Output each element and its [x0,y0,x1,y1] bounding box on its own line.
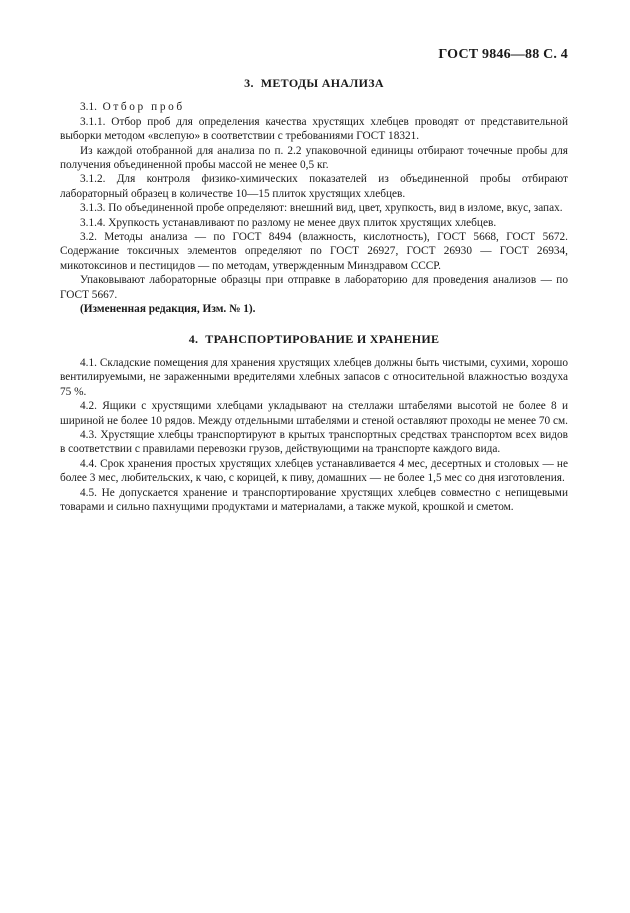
clause-4-5: 4.5. Не допускается хранение и транспортирование хрустящих хлебцев совместно с непищевыми товарами и сильно пахнущими продуктами и материалами, а также мукой, крошкой и сметом. [60,486,568,513]
amendment-note: (Измененная редакция, Изм. № 1). [80,303,256,316]
section-3-number: 3. [244,76,254,90]
clause-4-1: 4.1. Складские помещения для хранения хрустящих хлебцев должны быть чистыми, сухими, хорошо вентилируемыми, не зараженными вредителями хлебных запасов с относительной влажностью воздуха 75 %. [60,356,568,398]
clause-3-1-number: 3.1. [80,101,97,114]
section-4-heading [60,332,568,346]
clause-3-1-1-continued: Из каждой отобранной для анализа по п. 2.2 упаковочной единицы отбирают точечные пробы для получения объединенной пробы массой не менее 0,5 кг. [60,144,568,172]
section-4-number: 4. [188,331,199,346]
clause-3-1-4: 3.1.4. Хрупкость устанавливают по разлому не менее двух плиток хрустящих хлебцев. [80,216,497,229]
section-gap [60,317,568,332]
clause-4-3: 4.3. Хрустящие хлебцы транспортируют в крытых транспортных средствах транспортом всех видов в соответствии с правилами перевозки грузов, действующими на транспорте каждого вида. [60,428,568,456]
clause-3-1 [60,100,568,114]
page-header: ГОСТ 9846—88 С. 4 [438,47,568,62]
clause-3-2-continued: Упаковывают лабораторные образцы при отправке в лабораторию для проведения анализов — по ГОСТ 5667. [60,274,568,301]
clause-3-1-1: 3.1.1. Отбор проб для определения качества хрустящих хлебцев проводят от представительной выборки методом «вслепую» в соответствии с требованиями ГОСТ 18321. [60,115,568,143]
clause-3-1-text: Отбор проб [102,101,185,114]
clause-4-2: 4.2. Ящики с хрустящими хлебцами укладывают на стеллажи штабелями высотой не более 8 и шириной не более 10 рядов. Между отдельными штабелями и стеной оставляют проходы не менее 70 см. [60,400,568,427]
section-4-title: ТРАНСПОРТИРОВАНИЕ И ХРАНЕНИЕ [205,331,440,346]
clause-3-2: 3.2. Методы анализа — по ГОСТ 8494 (влажность, кислотность), ГОСТ 5668, ГОСТ 5672. Содержание токсичных элементов определяют по ГОСТ 26927, ГОСТ 26930 — ГОСТ 26934, микотоксинов и пестицидов — по методам, утвержденным Минздравом СССР. [60,231,568,272]
section-3-title: МЕТОДЫ АНАЛИЗА [260,76,384,90]
clause-4-4: 4.4. Срок хранения простых хрустящих хлебцев устанавливается 4 мес, десертных и столовых — не более 3 мес, любительских, к чаю, с корицей, к пиву, домашних — не более 1,5 мес со дня изготовления. [60,457,568,485]
document-body [60,76,568,514]
section-3-heading [60,76,568,90]
clause-3-1-3: 3.1.3. По объединенной пробе определяют: внешний вид, цвет, хрупкость, вид в изломе, вкус, запах. [80,202,563,215]
clause-3-1-2: 3.1.2. Для контроля физико-химических показателей из объединенной пробы отбирают лабораторный образец в количестве 10—15 плиток хрустящих хлебцев. [60,173,568,200]
